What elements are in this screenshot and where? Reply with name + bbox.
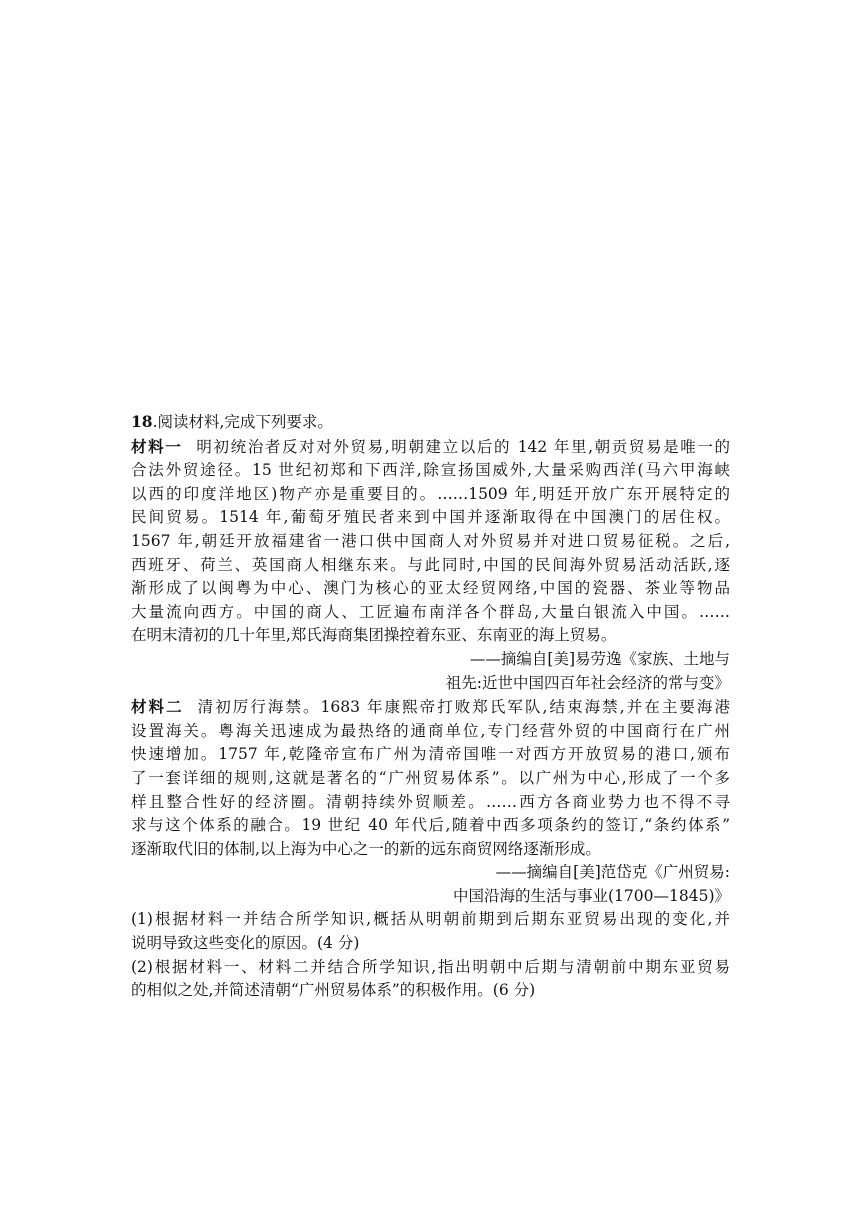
- material-two-line: 了一套详细的规则,这就是著名的“广州贸易体系”。以广州为中心,形成了一个多: [131, 768, 730, 787]
- sub-question-line: (2)根据材料一、材料二并结合所学知识,指出明朝中后期与清朝前中期东亚贸易: [131, 957, 730, 976]
- material-one-line: 民间贸易。1514 年,葡萄牙殖民者来到中国并逐渐取得在中国澳门的居住权。: [131, 508, 730, 527]
- question-header: [131, 410, 730, 435]
- material-two-source: 中国沿海的生活与事业(1700—1845)》: [453, 886, 730, 905]
- material-two-line: 逐渐取代旧的体制,以上海为中心之一的新的远东商贸网络逐渐形成。: [131, 839, 601, 858]
- material-one-line: 1567 年,朝廷开放福建省一港口供中国商人对外贸易并对进口贸易征税。之后,: [131, 531, 730, 550]
- material-two: [131, 695, 730, 908]
- sub-question-1: [131, 908, 730, 955]
- material-two-label: 材料二: [131, 697, 184, 717]
- material-two-line: 求与这个体系的融合。19 世纪 40 年代后,随着中西多项条约的签订,“条约体系”: [131, 816, 730, 835]
- material-two-source: ——摘编自[美]范岱克《广州贸易:: [495, 863, 730, 882]
- material-one-line: 以西的印度洋地区)物产亦是重要目的。……1509 年,明廷开放广东开展特定的: [131, 484, 730, 503]
- question-block: [131, 410, 730, 1003]
- material-two-line: 设置海关。粤海关迅速成为最热络的通商单位,专门经营外贸的中国商行在广州: [131, 721, 730, 740]
- material-one-line: 渐形成了以闽粤为中心、澳门为核心的亚太经贸网络,中国的瓷器、茶业等物品: [131, 579, 730, 598]
- material-one-line: 在明末清初的几十年里,郑氏海商集团操控着东亚、东南亚的海上贸易。: [131, 626, 617, 645]
- material-one: [131, 435, 730, 696]
- material-one-source: ——摘编自[美]易劳逸《家族、土地与: [469, 649, 730, 668]
- material-one-line: 合法外贸途径。15 世纪初郑和下西洋,除宣扬国威外,大量采购西洋(马六甲海峡: [131, 461, 730, 480]
- material-one-line: 材料一 明初统治者反对对外贸易,明朝建立以后的 142 年里,朝贡贸易是唯一的: [131, 436, 730, 456]
- material-two-line: 样且整合性好的经济圈。清朝持续外贸顺差。……西方各商业势力也不得不寻: [131, 792, 730, 811]
- question-number: 18: [131, 412, 153, 431]
- material-one-line: 西班牙、荷兰、英国商人相继东来。与此同时,中国的民间海外贸易活动活跃,逐: [131, 555, 730, 574]
- material-two-line: 材料二 清初厉行海禁。1683 年康熙帝打败郑氏军队,结束海禁,并在主要海港: [131, 697, 730, 717]
- sub-question-line: (1)根据材料一并结合所学知识,概括从明朝前期到后期东亚贸易出现的变化,并: [131, 910, 730, 929]
- material-one-label: 材料一: [131, 436, 183, 456]
- sub-question-line: 说明导致这些变化的原因。(4 分): [131, 934, 360, 953]
- sub-question-line: 的相似之处,并简述清朝“广州贸易体系”的积极作用。(6 分): [131, 981, 536, 1000]
- material-one-source: 祖先:近世中国四百年社会经济的常与变》: [445, 673, 730, 692]
- material-two-line: 快速增加。1757 年,乾隆帝宣布广州为清帝国唯一对西方开放贸易的港口,颁布: [131, 745, 730, 764]
- question-prompt: .阅读材料,完成下列要求。: [152, 413, 333, 431]
- sub-question-2: [131, 956, 730, 1003]
- material-one-line: 大量流向西方。中国的商人、工匠遍布南洋各个群岛,大量白银流入中国。……: [131, 602, 730, 621]
